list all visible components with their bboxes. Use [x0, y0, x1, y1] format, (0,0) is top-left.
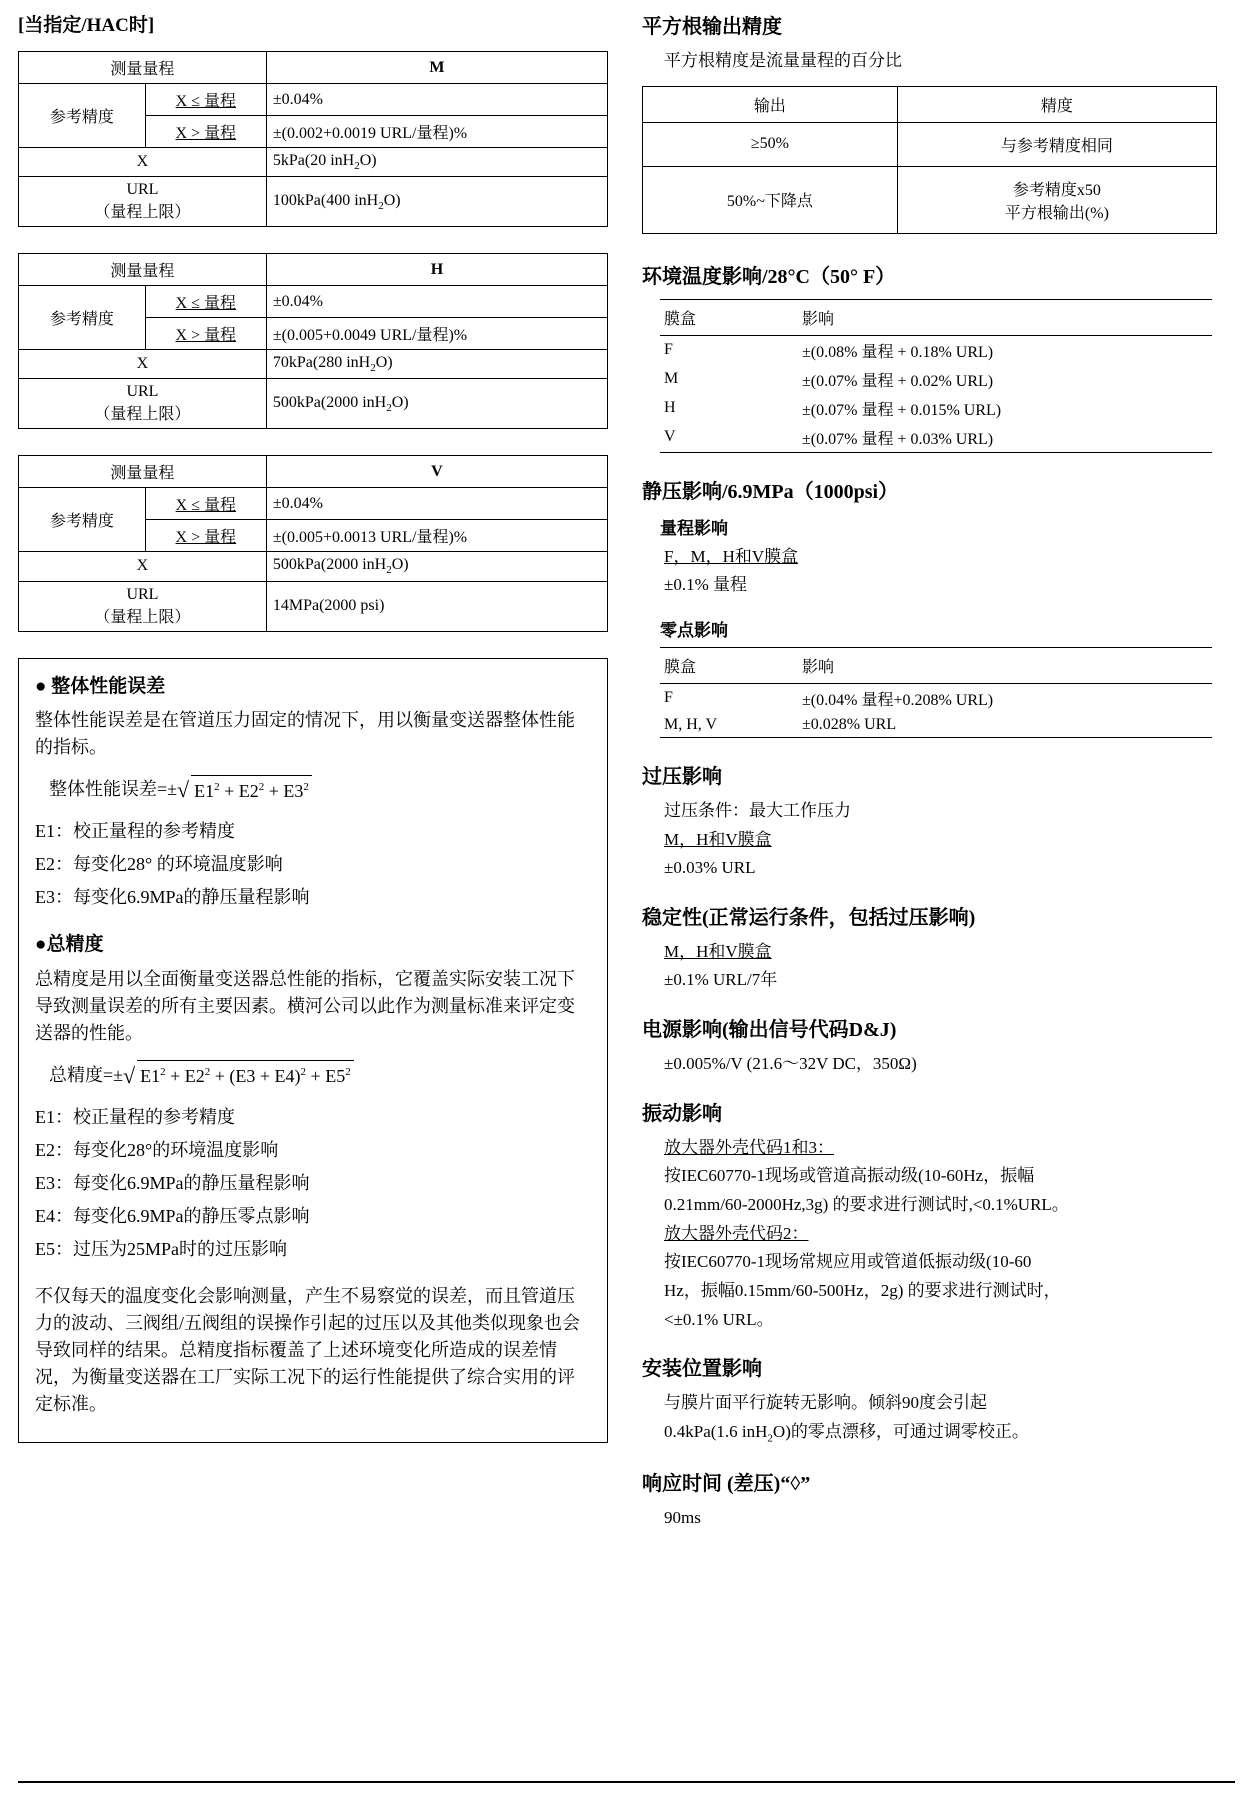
condition-cell: X ≤ 量程 [145, 286, 266, 318]
temperature-effect-table [660, 299, 1212, 453]
x-label: X [19, 350, 267, 379]
span-effect-value: ±0.1% 量程 [664, 575, 747, 595]
membrane-code-header: H [266, 254, 607, 286]
ref-accuracy-label: 参考精度 [19, 84, 146, 148]
formula-total-performance [49, 773, 591, 806]
mounting-text-line-2: 0.4kPa(1.6 inH$_2$O)的零点漂移，可通过调零校正。 [664, 1421, 1029, 1445]
table-row [643, 122, 1217, 166]
vibration-title: 振动影响 [642, 1102, 722, 1125]
formula-label: 总精度=± [49, 1064, 124, 1085]
overpressure-value: ±0.03% URL [664, 858, 756, 878]
power-supply-title: 电源影响(输出信号代码D&J) [642, 1019, 897, 1042]
x-value: 500kPa(2000 inH$_2$O) [266, 552, 607, 581]
response-time-title: 响应时间 (差压)“◊” [642, 1473, 811, 1496]
url-sublabel: （量程上限） [94, 608, 191, 626]
table-row [19, 552, 608, 581]
vibration-case-code-1-3: 放大器外壳代码1和3： [664, 1137, 834, 1157]
membrane-cell: V [660, 423, 798, 453]
vibration-section [642, 1097, 1217, 1332]
condition-cell: X ≤ 量程 [145, 488, 266, 520]
list-item: E2：每变化28° 的环境温度影响 [35, 854, 283, 875]
stability-value: ±0.1% URL/7年 [664, 970, 778, 990]
sqrt-accuracy-title: 平方根输出精度 [642, 16, 782, 38]
effect-cell: ±(0.07% 量程 + 0.015% URL) [802, 401, 1002, 419]
table-row [660, 423, 1212, 453]
url-value: 500kPa(2000 inH$_2$O) [266, 379, 607, 429]
table-row [19, 148, 608, 177]
list-item: E1：校正量程的参考精度 [35, 821, 235, 842]
column-header-membrane: 膜盒 [660, 647, 798, 683]
url-label-cell [19, 177, 267, 227]
formula-total-accuracy [49, 1059, 591, 1092]
value-cell: ±(0.002+0.0019 URL/量程)% [266, 116, 607, 148]
ref-accuracy-label: 参考精度 [19, 286, 146, 350]
membrane-cell: F [664, 689, 673, 707]
column-header-accuracy: 精度 [897, 86, 1216, 122]
total-performance-title: ● 整体性能误差 [35, 675, 166, 697]
condition-cell: X ≤ 量程 [145, 84, 266, 116]
table-row [660, 365, 1212, 394]
spec-table-m [18, 51, 608, 227]
measure-range-header: 测量量程 [19, 52, 267, 84]
response-time-value: 90ms [664, 1508, 701, 1528]
footer-divider [18, 1781, 1235, 1783]
table-row [660, 713, 1212, 738]
sqrt-accuracy-table [642, 86, 1217, 234]
table-row [19, 488, 608, 520]
sqrt-accuracy-subtitle: 平方根精度是流量量程的百分比 [664, 51, 902, 70]
zero-effect-title: 零点影响 [660, 620, 728, 640]
condition-cell: X > 量程 [145, 318, 266, 350]
value-cell: ±0.04% [266, 488, 607, 520]
sqrt-symbol-icon: √ [177, 777, 190, 803]
response-time-section [642, 1467, 1217, 1531]
url-label: URL [126, 383, 159, 401]
x-label: X [19, 148, 267, 177]
table-row [643, 86, 1217, 122]
measure-range-header: 测量量程 [19, 254, 267, 286]
list-item: E2：每变化28°的环境温度影响 [35, 1139, 279, 1160]
condition-cell: X > 量程 [145, 520, 266, 552]
performance-error-box [18, 658, 608, 1443]
x-value: 5kPa(20 inH$_2$O) [266, 148, 607, 177]
table-row [19, 84, 608, 116]
table-row [19, 177, 608, 227]
value-cell: ±(0.005+0.0013 URL/量程)% [266, 520, 607, 552]
effect-cell: ±0.028% URL [798, 713, 1212, 738]
formula-body: $E1^2 + E2^2 + (E3 + E4)^2 + E5^2$ [137, 1060, 354, 1090]
url-label-cell [19, 379, 267, 429]
table-row [643, 166, 1217, 233]
table-row [660, 683, 1212, 713]
table-row [660, 394, 1212, 423]
vibration-text-2-line-1: 按IEC60770-1现场常规应用或管道低振动级(10-60 [664, 1252, 1032, 1272]
two-column-layout [18, 10, 1235, 1551]
vibration-text-1-line-1: 按IEC60770-1现场或管道高振动级(10-60Hz，振幅 [664, 1166, 1035, 1186]
table-row [19, 52, 608, 84]
power-supply-section [642, 1013, 1217, 1077]
x-label: X [19, 552, 267, 581]
stability-section [642, 901, 1217, 993]
zero-effect-table [660, 647, 1212, 738]
summary-paragraph: 不仅每天的温度变化会影响测量，产生不易察觉的误差，而且管道压力的波动、三阀组/五阀组的误操作引起的过压以及其他类似现象也会导致同样的结果。总精度指标覆盖了上述环境变化所造成的误差情况，为衡量变送器在工厂实际工况下的运行性能提供了综合实用的评定标准。 [35, 1285, 580, 1414]
overpressure-title: 过压影响 [642, 765, 722, 788]
effect-cell: ±(0.07% 量程 + 0.02% URL) [802, 372, 994, 390]
sqrt-symbol-icon: √ [123, 1062, 136, 1088]
url-value: 100kPa(400 inH$_2$O) [266, 177, 607, 227]
column-header-effect: 影响 [798, 647, 1212, 683]
spec-table-h [18, 253, 608, 429]
vibration-text-1-line-2: 0.21mm/60-2000Hz,3g) 的要求进行测试时,<0.1%URL。 [664, 1195, 1069, 1215]
stability-title: 稳定性(正常运行条件，包括过压影响) [642, 906, 976, 929]
measure-range-header: 测量量程 [19, 456, 267, 488]
static-pressure-title: 静压影响/6.9MPa（1000psi） [642, 480, 899, 503]
list-item: E4：每变化6.9MPa的静压零点影响 [35, 1205, 310, 1226]
effect-cell: ±(0.04% 量程+0.208% URL) [802, 691, 994, 709]
power-supply-value: ±0.005%/V (21.6～32V DC，350Ω) [664, 1054, 917, 1074]
overpressure-membranes: M，H和V膜盒 [664, 829, 772, 849]
mounting-position-title: 安装位置影响 [642, 1358, 762, 1381]
value-cell: ±(0.005+0.0049 URL/量程)% [266, 318, 607, 350]
list-item: E1：校正量程的参考精度 [35, 1106, 235, 1127]
vibration-text-2-line-3: <±0.1% URL。 [664, 1309, 774, 1329]
overpressure-condition: 过压条件：最大工作压力 [664, 800, 851, 820]
list-item: E5：过压为25MPa时的过压影响 [35, 1238, 287, 1259]
table-row [19, 379, 608, 429]
output-cell: 50%~下降点 [643, 166, 898, 233]
membrane-code-header: V [266, 456, 607, 488]
table-row [19, 581, 608, 631]
url-label: URL [126, 585, 159, 603]
url-sublabel: （量程上限） [94, 406, 191, 424]
table-row [19, 350, 608, 379]
effect-cell: ±(0.07% 量程 + 0.03% URL) [798, 423, 1212, 453]
list-item: E3：每变化6.9MPa的静压量程影响 [35, 887, 310, 908]
url-label: URL [126, 181, 159, 199]
x-value: 70kPa(280 inH$_2$O) [266, 350, 607, 379]
membrane-cell: M [664, 370, 679, 388]
total-accuracy-title: ●总精度 [35, 934, 104, 956]
span-effect-title: 量程影响 [660, 518, 728, 538]
effect-cell: ±(0.08% 量程 + 0.18% URL) [802, 343, 994, 361]
vibration-text-2-line-2: Hz，振幅0.15mm/60-500Hz，2g) 的要求进行测试时， [664, 1280, 1061, 1300]
membrane-cell: F [664, 341, 673, 359]
membrane-code-header: M [266, 52, 607, 84]
vibration-case-code-2: 放大器外壳代码2： [664, 1223, 809, 1243]
table-row [660, 647, 1212, 683]
table-row [19, 254, 608, 286]
table-row [19, 456, 608, 488]
formula-body: $E1^2 + E2^2 + E3^2$ [191, 775, 312, 805]
accuracy-cell: 与参考精度相同 [897, 122, 1216, 166]
accuracy-cell [897, 166, 1216, 233]
value-cell: ±0.04% [266, 286, 607, 318]
membrane-cell: M, H, V [660, 713, 798, 738]
accuracy-line-1: 参考精度x50 [1012, 181, 1101, 199]
ref-accuracy-label: 参考精度 [19, 488, 146, 552]
mounting-text-line-1: 与膜片面平行旋转无影响。倾斜90度会引起 [664, 1393, 987, 1413]
url-sublabel: （量程上限） [94, 204, 191, 222]
temperature-effect-title: 环境温度影响/28°C（50° F） [642, 265, 896, 288]
column-header-effect: 影响 [798, 299, 1212, 335]
left-column [18, 10, 608, 1551]
table-row [660, 335, 1212, 365]
url-label-cell [19, 581, 267, 631]
mounting-position-section [642, 1352, 1217, 1447]
right-column [642, 10, 1217, 1551]
value-cell: ±0.04% [266, 84, 607, 116]
total-performance-para: 整体性能误差是在管道压力固定的情况下，用以衡量变送器整体性能的指标。 [35, 710, 575, 758]
table-row [19, 286, 608, 318]
column-header-membrane: 膜盒 [660, 299, 798, 335]
spec-table-v [18, 455, 608, 631]
condition-cell: X > 量程 [145, 116, 266, 148]
table-row [660, 299, 1212, 335]
membrane-cell: H [664, 399, 676, 417]
span-effect-membranes: F，M，H和V膜盒 [664, 546, 799, 566]
overpressure-section [642, 760, 1217, 881]
output-cell: ≥50% [643, 122, 898, 166]
column-header-output: 输出 [643, 86, 898, 122]
url-value: 14MPa(2000 psi) [266, 581, 607, 631]
total-accuracy-para: 总精度是用以全面衡量变送器总性能的指标，它覆盖实际安装工况下导致测量误差的所有主要因素。横河公司以此作为测量标准来评定变送器的性能。 [35, 968, 575, 1043]
formula-label: 整体性能误差=± [49, 779, 178, 800]
stability-membranes: M，H和V膜盒 [664, 941, 772, 961]
accuracy-line-2: 平方根输出(%) [1004, 204, 1109, 222]
left-heading: [当指定/HAC时] [18, 15, 155, 36]
list-item: E3：每变化6.9MPa的静压量程影响 [35, 1172, 310, 1193]
